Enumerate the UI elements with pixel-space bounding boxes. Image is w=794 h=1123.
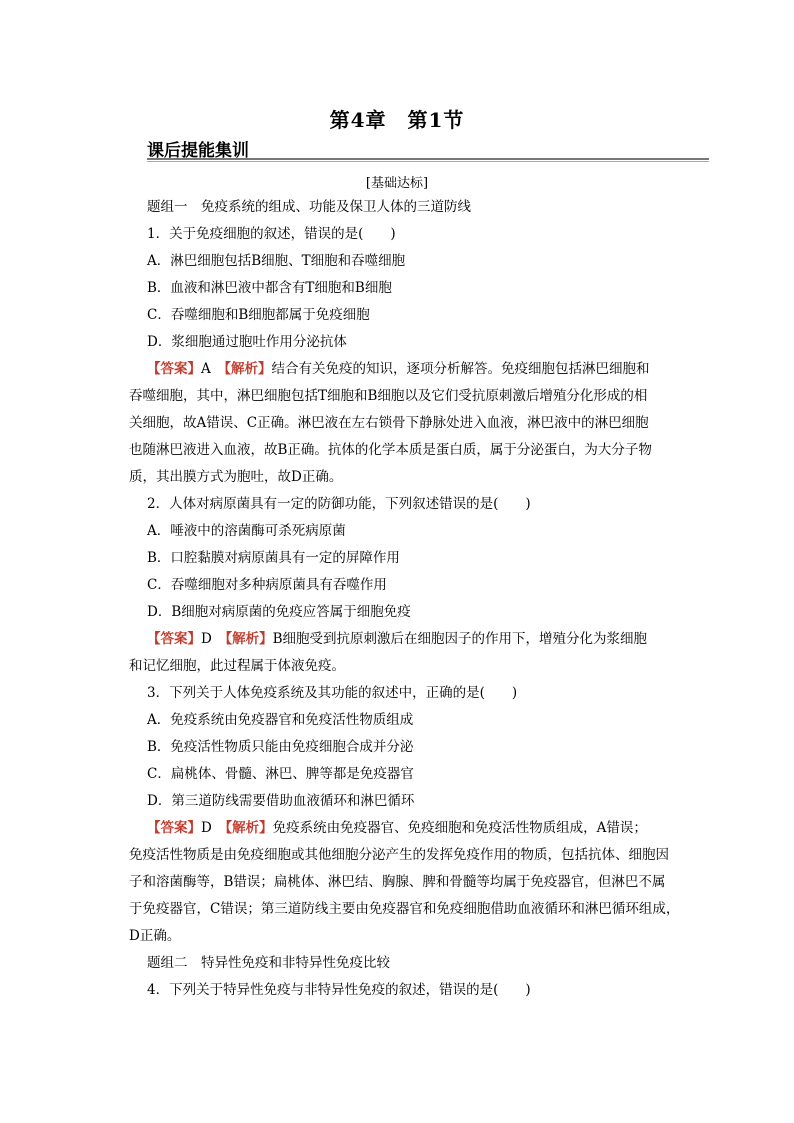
answer-tag: 【答案】 <box>147 820 201 836</box>
q3-analysis-line: 免疫活性物质是由免疫细胞或其他细胞分泌产生的发挥免疫作用的物质，包括抗体、细胞因 <box>129 847 669 863</box>
analysis-tag: 【解析】 <box>225 631 273 647</box>
q1-option-c: C．吞噬细胞和B细胞都属于免疫细胞 <box>147 307 370 323</box>
q3-analysis-line: D正确。 <box>129 928 181 944</box>
q1-analysis-line: 关细胞，故A错误、C正确。淋巴液在左右锁骨下静脉处进入血液，淋巴液中的淋巴细胞 <box>129 415 649 431</box>
q2-option-d: D．B细胞对病原菌的免疫应答属于细胞免疫 <box>147 604 411 620</box>
q4-stem: 4．下列关于特异性免疫与非特异性免疫的叙述，错误的是( ) <box>147 982 531 998</box>
q2-option-b: B．口腔黏膜对病原菌具有一定的屏障作用 <box>147 550 400 566</box>
q1-analysis-line: 结合有关免疫的知识，逐项分析解答。免疫细胞包括淋巴细胞和 <box>271 361 650 377</box>
q3-answer-line <box>147 815 677 842</box>
chapter-title: 第4章 第1节 <box>329 108 465 132</box>
analysis-tag: 【解析】 <box>224 361 272 377</box>
group1-title: 题组一 免疫系统的组成、功能及保卫人体的三道防线 <box>147 199 471 215</box>
q2-answer-line <box>147 626 677 653</box>
q2-analysis-line: B细胞受到抗原刺激后在细胞因子的作用下，增殖分化为浆细胞 <box>272 631 647 647</box>
q3-option-d: D．第三道防线需要借助血液循环和淋巴循环 <box>147 793 415 809</box>
q1-analysis-line: 吞噬细胞，其中，淋巴细胞包括T细胞和B细胞以及它们受抗原刺激后增殖分化形成的相 <box>129 388 648 404</box>
q2-option-c: C．吞噬细胞对多种病原菌具有吞噬作用 <box>147 577 387 593</box>
q2-option-a: A．唾液中的溶菌酶可杀死病原菌 <box>147 523 346 539</box>
q1-option-b: B．血液和淋巴液中都含有T细胞和B细胞 <box>147 280 392 296</box>
level-label: [基础达标] <box>365 176 429 191</box>
section-title: 课后提能集训 <box>147 141 249 161</box>
q2-stem: 2．人体对病原菌具有一定的防御功能，下列叙述错误的是( ) <box>147 496 531 512</box>
q1-answer-line <box>147 356 677 383</box>
q3-analysis-line: 免疫系统由免疫器官、免疫细胞和免疫活性物质组成，A错误； <box>272 820 647 836</box>
q3-option-a: A．免疫系统由免疫器官和免疫活性物质组成 <box>147 712 414 728</box>
header-rule <box>147 158 709 160</box>
q1-answer: A <box>201 361 225 377</box>
answer-tag: 【答案】 <box>147 631 201 647</box>
q3-option-c: C．扁桃体、骨髓、淋巴、脾等都是免疫器官 <box>147 766 414 782</box>
q2-answer: D <box>201 631 226 647</box>
analysis-tag: 【解析】 <box>225 820 273 836</box>
group2-title: 题组二 特异性免疫和非特异性免疫比较 <box>147 955 390 971</box>
q1-analysis-line: 也随淋巴液进入血液，故B正确。抗体的化学本质是蛋白质，属于分泌蛋白，为大分子物 <box>129 442 652 458</box>
q1-analysis-line: 质，其出膜方式为胞吐，故D正确。 <box>129 469 343 485</box>
q3-analysis-line: 于免疫器官，C错误；第三道防线主要由免疫器官和免疫细胞借助血液循环和淋巴循环组成， <box>129 901 680 917</box>
question-content <box>129 194 680 1004</box>
q3-option-b: B．免疫活性物质只能由免疫细胞合成并分泌 <box>147 739 414 755</box>
header-rule-thin <box>147 161 709 162</box>
q3-answer: D <box>201 820 226 836</box>
q1-option-a: A．淋巴细胞包括B细胞、T细胞和吞噬细胞 <box>147 253 406 269</box>
q3-analysis-line: 子和溶菌酶等，B错误；扁桃体、淋巴结、胸腺、脾和骨髓等均属于免疫器官，但淋巴不属 <box>129 874 666 890</box>
answer-tag: 【答案】 <box>147 361 201 377</box>
q1-stem: 1．关于免疫细胞的叙述，错误的是( ) <box>147 226 396 242</box>
q1-option-d: D．浆细胞通过胞吐作用分泌抗体 <box>147 334 347 350</box>
q3-stem: 3．下列关于人体免疫系统及其功能的叙述中，正确的是( ) <box>147 685 518 701</box>
q2-analysis-line: 和记忆细胞，此过程属于体液免疫。 <box>129 658 345 674</box>
